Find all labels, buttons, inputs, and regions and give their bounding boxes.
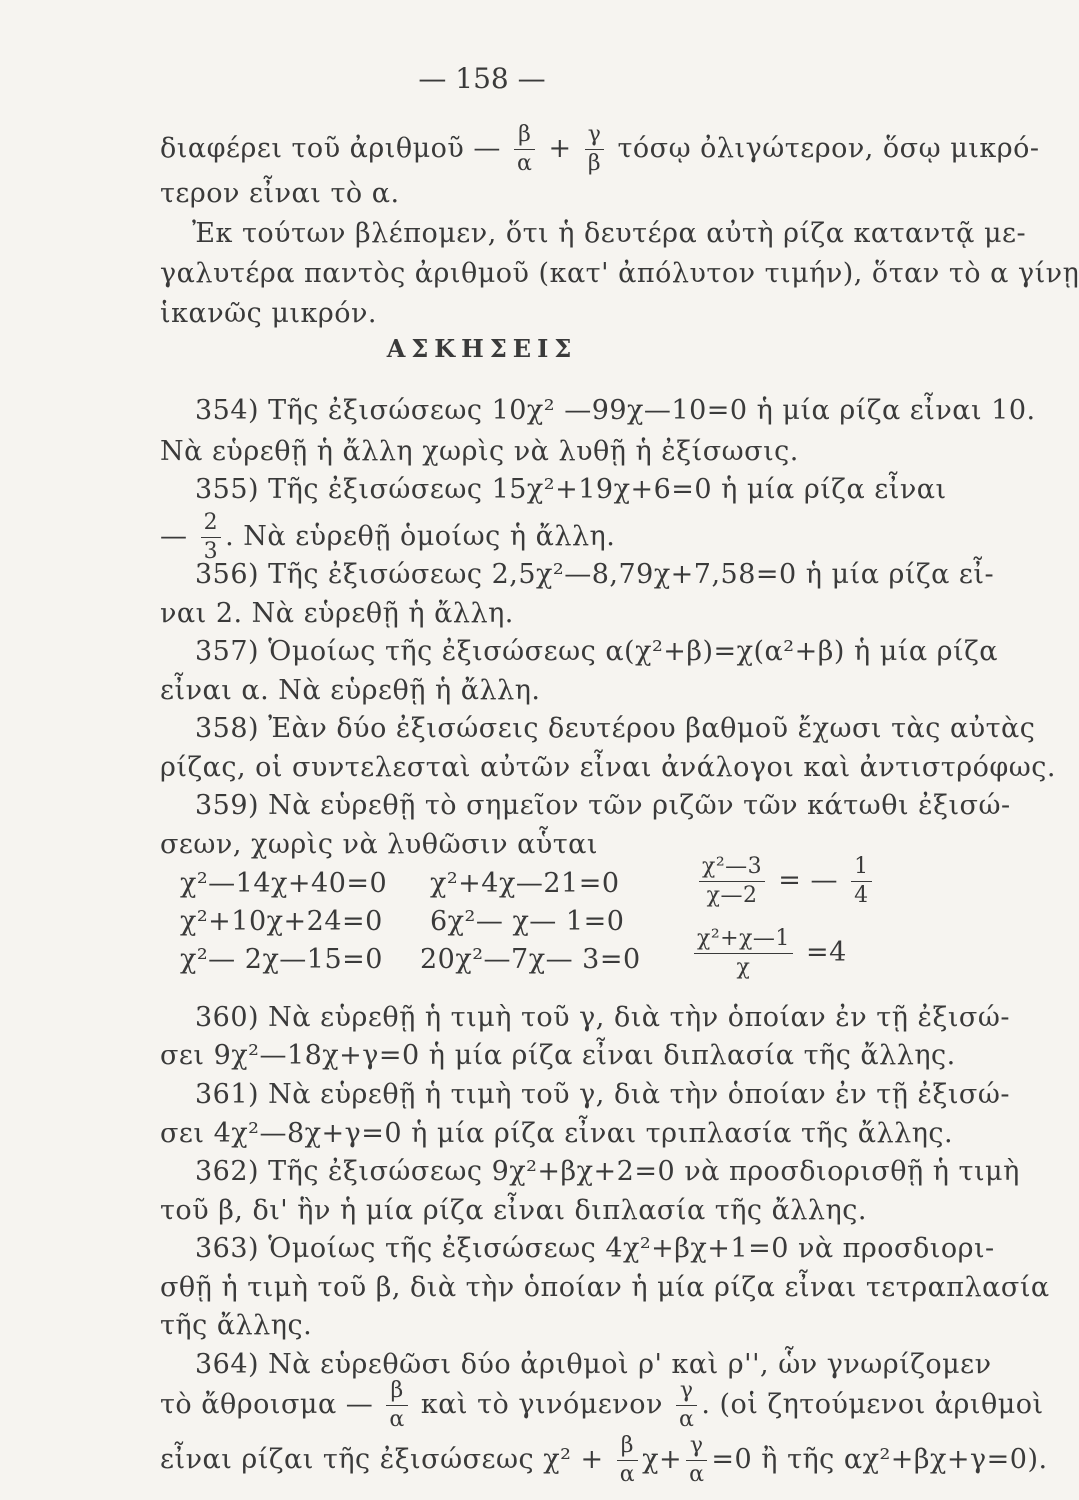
exercise-364-line-3 (160, 1435, 1048, 1486)
plus-sign: + (548, 133, 572, 164)
text: διαφέρει τοῦ ἀριθμοῦ — (160, 133, 501, 164)
fraction (617, 1435, 638, 1486)
exercise-355-line-2 (160, 512, 615, 563)
exercise-360-line-2: σει 9χ²—18χ+γ=0 ἡ μία ρίζα εἶναι διπλασία τῆς ἄλλης. (160, 1040, 956, 1071)
numerator: β (386, 1380, 407, 1406)
equation: 20χ²—7χ— 3=0 (420, 944, 641, 975)
denominator: χ—2 (706, 883, 758, 908)
denominator: 3 (203, 539, 219, 564)
numerator: γ (686, 1435, 707, 1461)
text: εἶναι ρίζαι τῆς ἐξισώσεως χ² + (160, 1444, 604, 1475)
equation: χ²—14χ+40=0 (180, 868, 388, 899)
exercise-361-line-1: 361) Νὰ εὑρεθῇ ἡ τιμὴ τοῦ γ, διὰ τὴν ὁποίαν ἐν τῇ ἐξισώ- (195, 1079, 1010, 1110)
exercise-358-line-2: ρίζας, οἱ συντελεσταὶ αὐτῶν εἶναι ἀνάλογοι καὶ ἀντιστρόφως. (160, 752, 1056, 783)
exercise-364-line-2 (160, 1380, 1044, 1431)
exercise-359-line-2: σεων, χωρὶς νὰ λυθῶσιν αὗται (160, 829, 598, 860)
exercise-359-line-1: 359) Νὰ εὑρεθῇ τὸ σημεῖον τῶν ριζῶν τῶν κάτωθι ἐξισώ- (195, 790, 1011, 821)
equation: χ²+4χ—21=0 (430, 868, 620, 899)
fraction (676, 1380, 697, 1431)
numerator: 2 (201, 512, 222, 538)
exercise-357-line-2: εἶναι α. Νὰ εὑρεθῇ ἡ ἄλλη. (160, 675, 541, 706)
intro-line-2: τερον εἶναι τὸ α. (160, 178, 400, 209)
exercise-363-line-1: 363) Ὁμοίως τῆς ἐξισώσεως 4χ²+βχ+1=0 νὰ προσδιορι- (195, 1233, 995, 1264)
numerator: χ²—3 (699, 856, 765, 882)
text: = — (778, 865, 838, 896)
page-number: — 158 — (418, 62, 546, 95)
fraction (699, 856, 765, 907)
intro-line-1 (160, 124, 1039, 175)
text: τόσῳ ὀλιγώτερον, ὅσῳ μικρό- (617, 133, 1040, 164)
denominator: β (587, 151, 602, 176)
exercise-356-line-2: ναι 2. Νὰ εὑρεθῇ ἡ ἄλλη. (160, 598, 514, 629)
denominator: α (389, 1407, 405, 1432)
section-heading: ΑΣΚΗΣΕΙΣ (386, 334, 578, 363)
fraction (585, 124, 605, 175)
text: . (οἱ ζητούμενοι ἀριθμοὶ (701, 1389, 1044, 1420)
exercise-357-line-1: 357) Ὁμοίως τῆς ἐξισώσεως α(χ²+β)=χ(α²+β) ἡ μία ρίζα (195, 636, 998, 667)
text: χ+ (642, 1444, 683, 1475)
exercise-355-line-1: 355) Τῆς ἐξισώσεως 15χ²+19χ+6=0 ἡ μία ρίζα εἶναι (195, 474, 947, 505)
fraction-equation (690, 928, 847, 979)
text: =4 (806, 937, 847, 968)
numerator: χ²+χ—1 (694, 928, 793, 954)
exercise-356-line-1: 356) Τῆς ἐξισώσεως 2,5χ²—8,79χ+7,58=0 ἡ μία ρίζα εἶ- (195, 559, 995, 590)
fraction (386, 1380, 407, 1431)
intro-line-5: ἱκανῶς μικρόν. (160, 298, 377, 329)
denominator: α (689, 1462, 705, 1487)
exercise-363-line-3: τῆς ἄλλης. (160, 1310, 313, 1341)
text: — (160, 521, 188, 552)
equation: χ²+10χ+24=0 (180, 906, 383, 937)
numerator: γ (676, 1380, 697, 1406)
numerator: 1 (851, 856, 872, 882)
denominator: χ (736, 955, 751, 980)
text: . Νὰ εὑρεθῇ ὁμοίως ἡ ἄλλη. (225, 521, 616, 552)
intro-line-3: Ἐκ τούτων βλέπομεν, ὅτι ἡ δευτέρα αὐτὴ ρίζα καταντᾷ με- (192, 218, 1027, 249)
text: =0 ἢ τῆς αχ²+βχ+γ=0). (711, 1444, 1048, 1475)
exercise-362-line-1: 362) Τῆς ἐξισώσεως 9χ²+βχ+2=0 νὰ προσδιορισθῇ ἡ τιμὴ (195, 1156, 1020, 1187)
fraction (201, 512, 222, 563)
equation: χ²— 2χ—15=0 (180, 944, 383, 975)
numerator: γ (585, 124, 605, 150)
fraction (514, 124, 535, 175)
fraction (851, 856, 872, 907)
denominator: α (517, 151, 533, 176)
fraction (694, 928, 793, 979)
exercise-360-line-1: 360) Νὰ εὑρεθῇ ἡ τιμὴ τοῦ γ, διὰ τὴν ὁποίαν ἐν τῇ ἐξισώ- (195, 1002, 1010, 1033)
numerator: β (617, 1435, 638, 1461)
fraction (686, 1435, 707, 1486)
denominator: α (619, 1462, 636, 1487)
exercise-354-line-2: Νὰ εὑρεθῇ ἡ ἄλλη χωρὶς νὰ λυθῇ ἡ ἐξίσωσις. (160, 436, 799, 467)
denominator: 4 (854, 883, 869, 908)
text: καὶ τὸ γινόμενον (420, 1389, 663, 1420)
denominator: α (678, 1407, 695, 1432)
exercise-361-line-2: σει 4χ²—8χ+γ=0 ἡ μία ρίζα εἶναι τριπλασία τῆς ἄλλης. (160, 1118, 954, 1149)
equation: 6χ²— χ— 1=0 (430, 906, 625, 937)
exercise-362-line-2: τοῦ β, δι' ἣν ἡ μία ρίζα εἶναι διπλασία τῆς ἄλλης. (160, 1195, 867, 1226)
exercise-354-line-1: 354) Τῆς ἐξισώσεως 10χ² —99χ—10=0 ἡ μία ρίζα εἶναι 10. (195, 395, 1036, 426)
fraction-equation (695, 856, 876, 907)
text: τὸ ἄθροισμα — (160, 1389, 374, 1420)
exercise-363-line-2: σθῇ ἡ τιμὴ τοῦ β, διὰ τὴν ὁποίαν ἡ μία ρίζα εἶναι τετραπλασία (160, 1272, 1050, 1303)
intro-line-4: γαλυτέρα παντὸς ἀριθμοῦ (κατ' ἀπόλυτον τιμήν), ὅταν τὸ α γίνῃ (160, 258, 1079, 289)
exercise-358-line-1: 358) Ἐὰν δύο ἐξισώσεις δευτέρου βαθμοῦ ἔχωσι τὰς αὐτὰς (195, 713, 1036, 744)
exercise-364-line-1: 364) Νὰ εὑρεθῶσι δύο ἀριθμοὶ ρ' καὶ ρ'', ὧν γνωρίζομεν (195, 1349, 992, 1380)
numerator: β (514, 124, 535, 150)
